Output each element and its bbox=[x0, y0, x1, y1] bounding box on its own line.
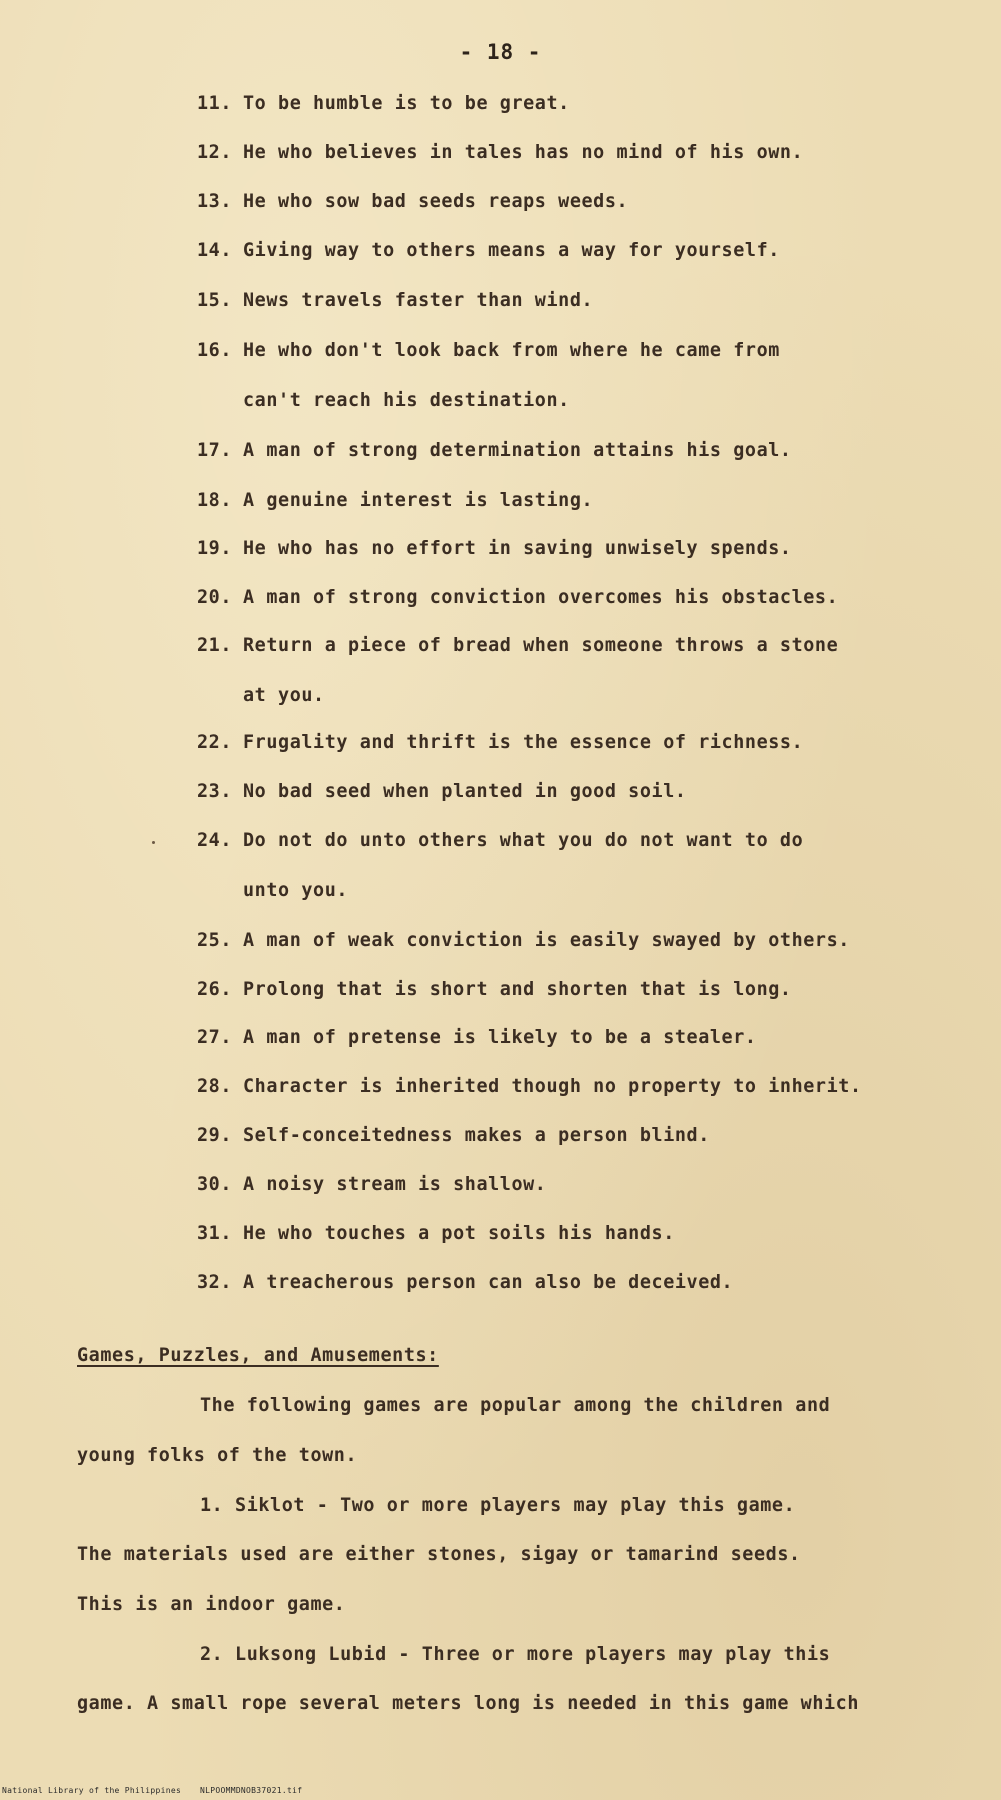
proverb-text: Self-conceitedness makes a person blind. bbox=[243, 1125, 710, 1146]
proverb-number: 16. bbox=[197, 340, 233, 361]
proverb-number: 21. bbox=[197, 635, 233, 656]
proverb-text: Giving way to others means a way for yourself. bbox=[243, 240, 780, 261]
proverb-number: 19. bbox=[197, 538, 233, 559]
proverb-text: No bad seed when planted in good soil. bbox=[243, 781, 687, 802]
proverb-text: A man of strong determination attains his goal. bbox=[243, 440, 792, 461]
proverb-text: Frugality and thrift is the essence of richness. bbox=[243, 732, 804, 753]
proverb-text: A man of pretense is likely to be a stealer. bbox=[243, 1027, 757, 1048]
paragraph-line: The following games are popular among the children and bbox=[200, 1395, 831, 1416]
proverb-number: 25. bbox=[197, 930, 233, 951]
proverb-text: A man of strong conviction overcomes his obstacles. bbox=[243, 587, 839, 608]
proverb-text: He who touches a pot soils his hands. bbox=[243, 1223, 675, 1244]
proverb-text: Return a piece of bread when someone throws a stone bbox=[243, 635, 839, 656]
proverb-number: 12. bbox=[197, 142, 233, 163]
paragraph-line: 2. Luksong Lubid - Three or more players may play this bbox=[200, 1644, 831, 1665]
proverb-text: He who believes in tales has no mind of his own. bbox=[243, 142, 804, 163]
paragraph-line: The materials used are either stones, sigay or tamarind seeds. bbox=[77, 1544, 801, 1565]
proverb-number: 18. bbox=[197, 490, 233, 511]
proverb-text: A noisy stream is shallow. bbox=[243, 1174, 547, 1195]
proverb-number: 17. bbox=[197, 440, 233, 461]
proverb-text: News travels faster than wind. bbox=[243, 290, 594, 311]
proverb-number: 26. bbox=[197, 979, 233, 1000]
paragraph-line: game. A small rope several meters long is needed in this game which bbox=[77, 1693, 860, 1714]
proverb-number: 14. bbox=[197, 240, 233, 261]
proverb-number: 28. bbox=[197, 1076, 233, 1097]
section-heading: Games, Puzzles, and Amusements: bbox=[77, 1345, 439, 1366]
proverb-number: 11. bbox=[197, 93, 233, 114]
proverb-number: 27. bbox=[197, 1027, 233, 1048]
proverb-number: 31. bbox=[197, 1223, 233, 1244]
proverb-text: Character is inherited though no property to inherit. bbox=[243, 1076, 862, 1097]
proverb-text: He who don't look back from where he came from bbox=[243, 340, 780, 361]
proverb-number: 23. bbox=[197, 781, 233, 802]
footer-source: National Library of the Philippines bbox=[2, 1786, 182, 1795]
paragraph-line: This is an indoor game. bbox=[77, 1594, 346, 1615]
proverb-number: 20. bbox=[197, 587, 233, 608]
page-number: - 18 - bbox=[459, 40, 542, 64]
proverb-text: To be humble is to be great. bbox=[243, 93, 570, 114]
proverb-number: 24. bbox=[197, 830, 233, 851]
proverb-text: A man of weak conviction is easily swayed by others. bbox=[243, 930, 850, 951]
proverb-number: 29. bbox=[197, 1125, 233, 1146]
proverb-number: 22. bbox=[197, 732, 233, 753]
proverb-number: 15. bbox=[197, 290, 233, 311]
paragraph-line: young folks of the town. bbox=[77, 1445, 358, 1466]
footer-filename: NLPOOMMDNOB37021.tif bbox=[200, 1786, 303, 1795]
proverb-text: Prolong that is short and shorten that is long. bbox=[243, 979, 792, 1000]
proverb-text: Do not do unto others what you do not want to do bbox=[243, 830, 804, 851]
proverb-text: A treacherous person can also be deceived. bbox=[243, 1272, 734, 1293]
proverb-text: He who sow bad seeds reaps weeds. bbox=[243, 191, 629, 212]
proverb-text: He who has no effort in saving unwisely spends. bbox=[243, 538, 792, 559]
proverb-text: A genuine interest is lasting. bbox=[243, 490, 594, 511]
proverb-continuation: unto you. bbox=[243, 880, 349, 901]
proverb-continuation: at you. bbox=[243, 685, 325, 706]
paragraph-line: 1. Siklot - Two or more players may play this game. bbox=[200, 1495, 796, 1516]
proverb-number: 32. bbox=[197, 1272, 233, 1293]
proverb-number: 30. bbox=[197, 1174, 233, 1195]
proverb-continuation: can't reach his destination. bbox=[243, 390, 570, 411]
proverb-number: 13. bbox=[197, 191, 233, 212]
paper-speck bbox=[152, 841, 155, 844]
